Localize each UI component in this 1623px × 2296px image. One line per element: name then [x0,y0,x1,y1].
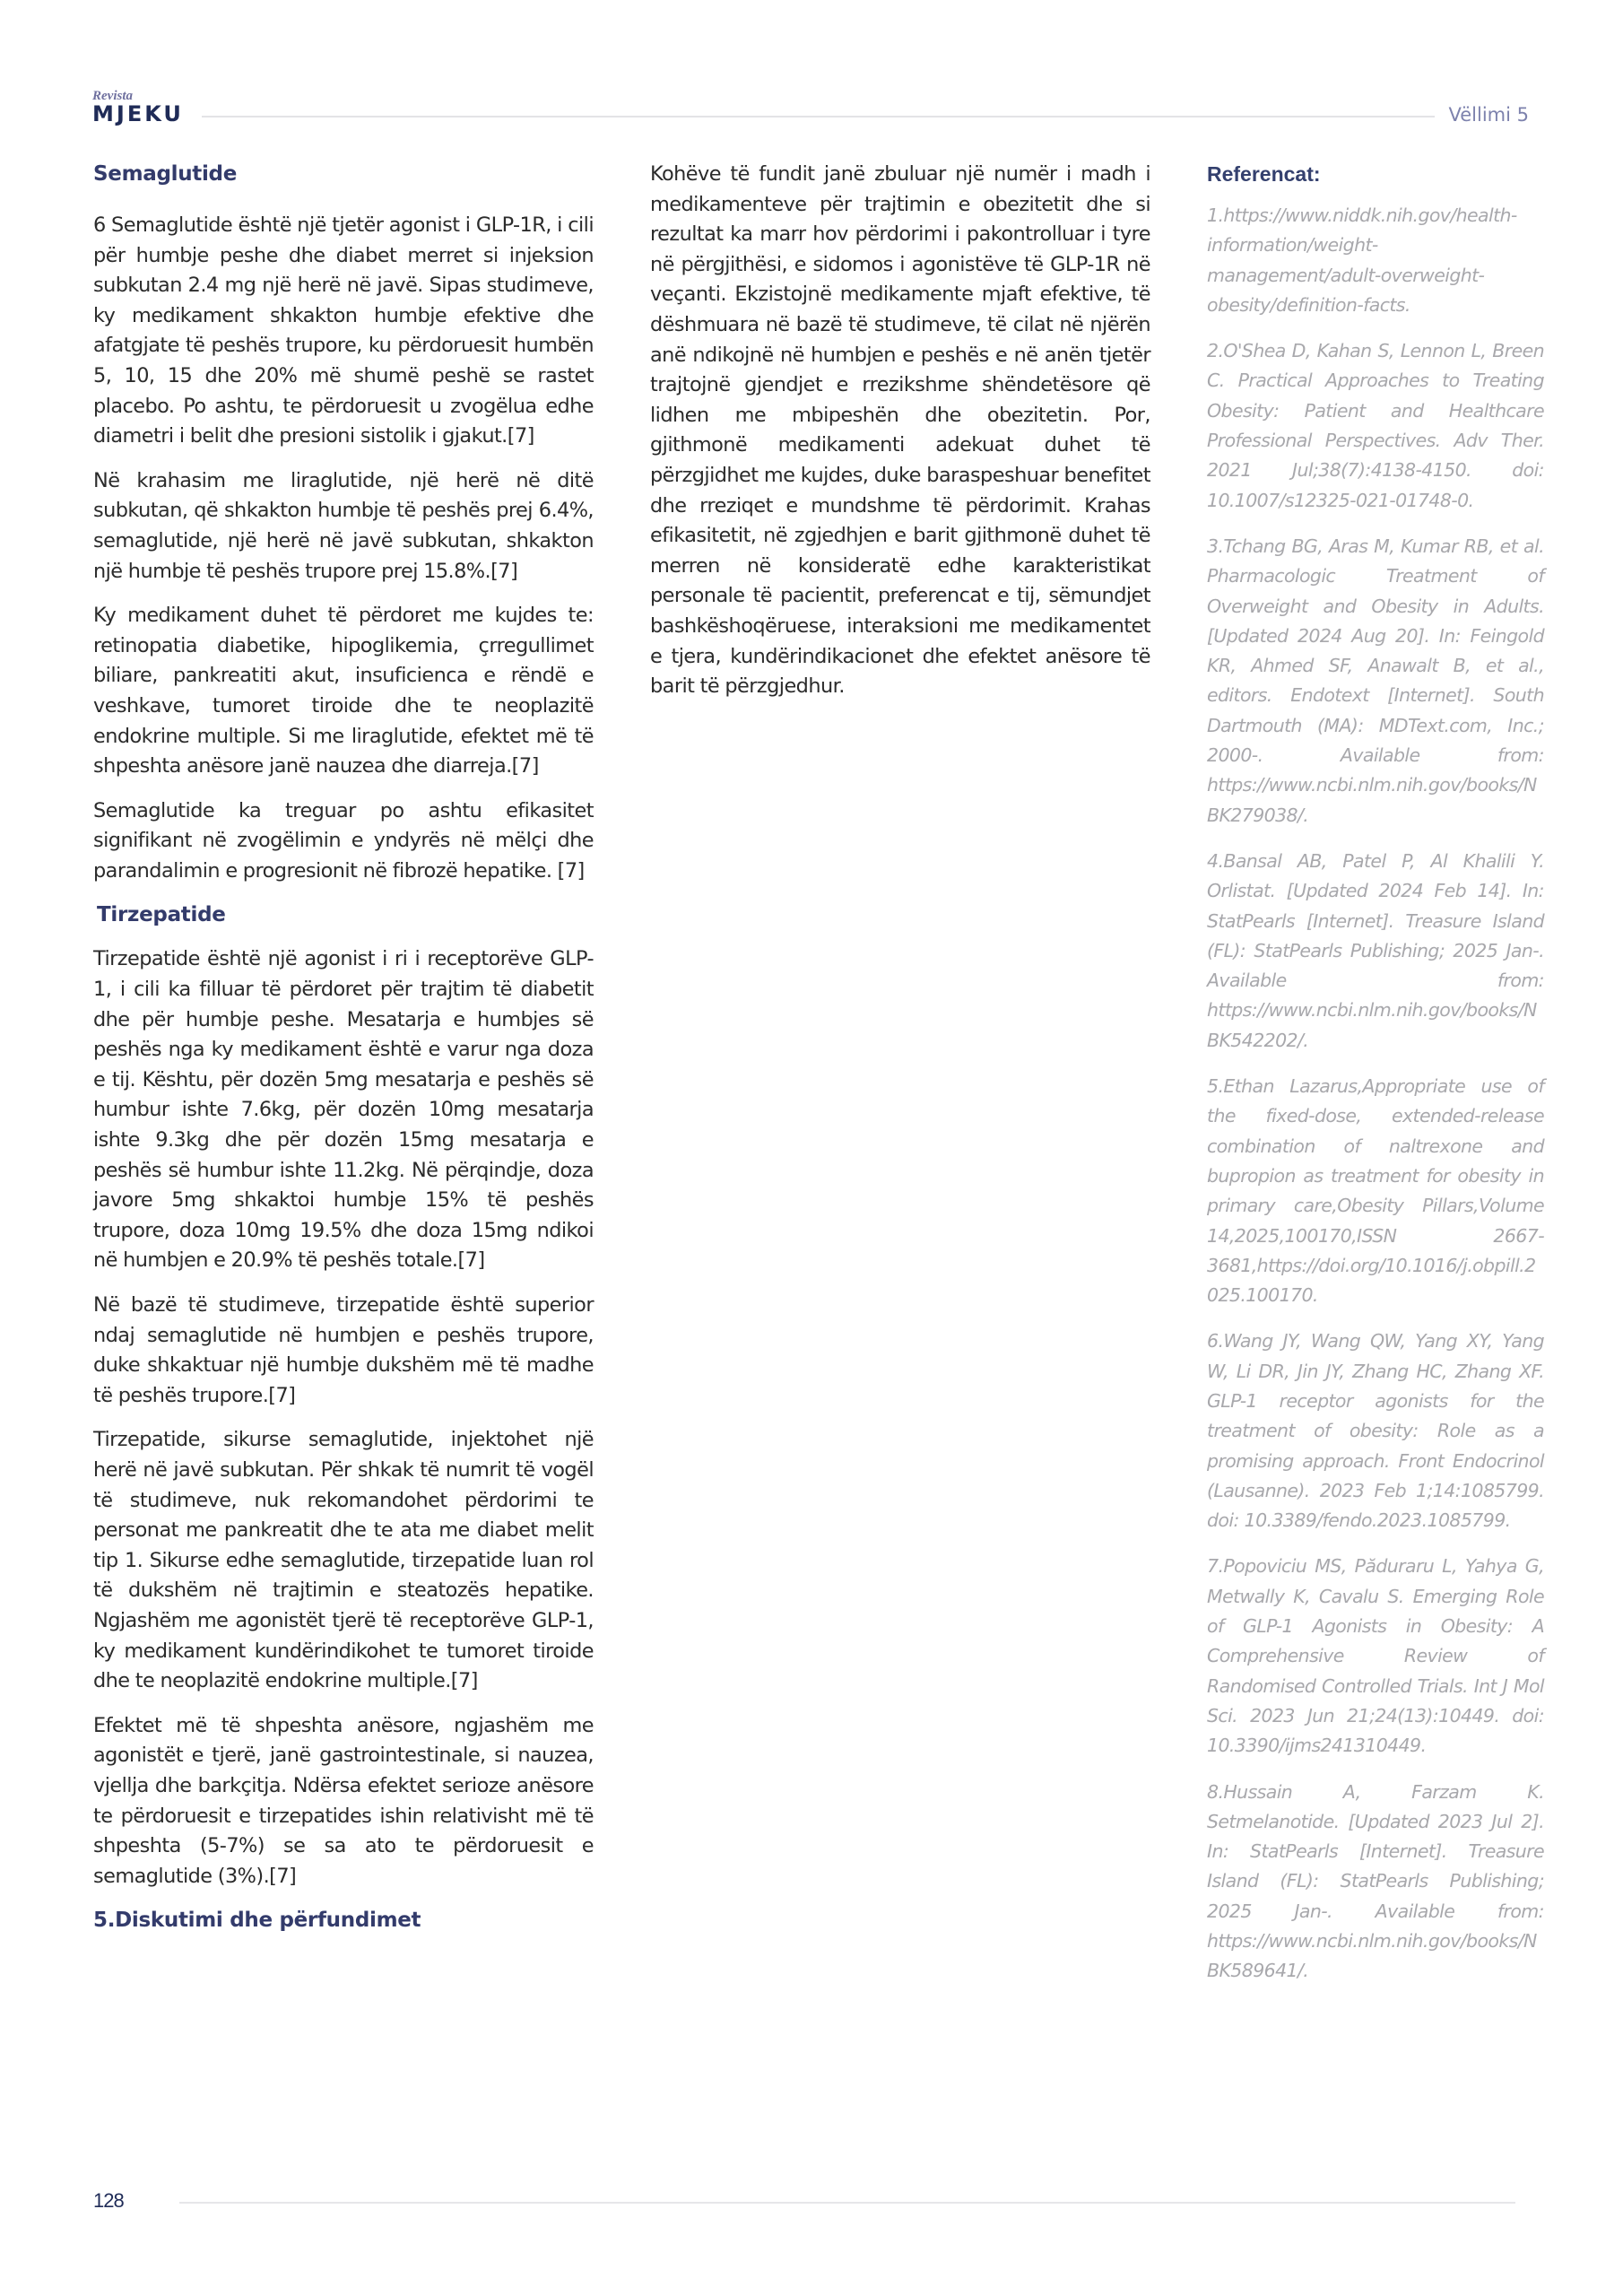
paragraph: Efektet më të shpeshta anësore, ngjashëm me agonistët e tjerë, janë gastrointestinale, si nauzea, vjellja dhe barkçitja. Ndërsa efektet serioze anësore te përdoruesit e tirzepatides ishin relativisht më të shpeshta (5-7%) se sa ato te përdoruesit e semaglutide (3%).[7] [93,1713,594,1888]
reference-item: 2.O'Shea D, Kahan S, Lennon L, Breen C. Practical Approaches to Treating Obesity: Patient and Healthcare Professional Perspectives. Adv Ther. 2021 Jul;38(7):4138-4150. doi: 10.1007/s12325-021-01748-0. [1207,340,1544,511]
reference-item: 3.Tchang BG, Aras M, Kumar RB, et al. Pharmacologic Treatment of Overweight and Obesity in Adults. [Updated 2024 Aug 20]. In: Feingold KR, Ahmed SF, Anawalt B, et al., editors. Endotext [Internet]. South Dartmouth (MA): MDText.com, Inc.; 2000-. Available from: https://www.ncbi.nlm.nih.gov/books/NBK279038/. [1207,535,1544,826]
paragraph: Tirzepatide, sikurse semaglutide, injektohet një herë në javë subkutan. Për shkak të numrit të vogël të studimeve, nuk rekomandohet përdorimi te personat me pankreatit dhe te ata me diabet melit tip 1. Sikurse edhe semaglutide, tirzepatide luan rol të dukshëm në trajtimin e steatozës hepatike. Ngjashëm me agonistët tjerë të receptorëve GLP-1, ky medikament kundërindikohet te tumoret tiroide dhe te neoplazitë endokrine multiple.[7] [93,1428,594,1693]
reference-item: 5.Ethan Lazarus,Appropriate use of the fixed-dose, extended-release combination of naltrexone and bupropion as treatment for obesity in primary care,Obesity Pillars,Volume 14,2025,100170,ISSN 2667-3681,https://doi.org/10.1016/j.obpill.2025.100170. [1207,1075,1544,1307]
reference-item: 6.Wang JY, Wang QW, Yang XY, Yang W, Li DR, Jin JY, Zhang HC, Zhang XF. GLP-1 receptor agonists for the treatment of obesity: Role as a promising approach. Front Endocrinol (Lausanne). 2023 Feb 1;14:1085799. doi: 10.3389/fendo.2023.1085799. [1207,1330,1544,1532]
heading-discussion: 5.Diskutimi dhe përfundimet [93,1909,421,1933]
paragraph: Ky medikament duhet të përdoret me kujdes te: retinopatia diabetike, hipoglikemia, çrregullimet biliare, pankreatiti akut, insuficienca e rëndë e veshkave, tumoret tiroide dhe te neoplazitë endokrine multiple. Si me liraglutide, efektet më të shpeshta anësore janë nauzea dhe diarreja.[7] [93,604,594,778]
journal-logo [92,90,184,126]
references-column [1207,160,1544,2003]
middle-column [650,160,1150,717]
footer-divider [179,2202,1515,2204]
paragraph: Në bazë të studimeve, tirzepatide është superior ndaj semaglutide në humbjen e peshës trupore, duke shkaktuar një humbje dukshëm më të madhe të peshës trupore.[7] [93,1293,594,1407]
logo-revista-text: Revista [92,89,133,103]
left-column [93,160,594,1950]
reference-item: 1.https://www.niddk.nih.gov/health-information/weight-management/adult-overweight-obesity/definition-facts. [1207,204,1517,316]
paragraph: Në krahasim me liraglutide, një herë në ditë subkutan, që shkakton humbje të peshës prej 6.4%, semaglutide, një herë në javë subkutan, shkakton një humbje të peshës trupore prej 15.8%.[7] [93,468,594,583]
page-header [0,0,1623,144]
paragraph: Tirzepatide është një agonist i ri i receptorëve GLP-1, i cili ka filluar të përdoret për trajtim të diabetit dhe për humbje peshe. Mesatarja e humbjes së peshës nga ky medikament është e varur nga doza e tij. Kështu, për dozën 5mg mesatarja e peshës së humbur ishte 7.6kg, për dozën 10mg mesatarja ishte 9.3kg dhe për dozën 15mg mesatarja e peshës së humbur ishte 11.2kg. Në përqindje, doza javore 5mg shkaktoi humbje 15% të peshës trupore, doza 10mg 19.5% dhe doza 15mg ndikoi në humbjen e 20.9% të peshës totale.[7] [93,947,594,1273]
paragraph: Kohëve të fundit janë zbuluar një numër i madh i medikamenteve për trajtimin e obezitetit dhe si rezultat ka marr hov përdorimi i pakontrolluar i tyre në përgjithësi, e sidomos i agonistëve të GLP-1R në veçanti. Ekzistojnë medikamente mjaft efektive, të dëshmuara në bazë të studimeve, të cilat në njërën anë ndikojnë në humbjen e peshës e në anën tjetër trajtojnë gjendjet e rrezikshme shëndetësore që lidhen me mbipeshën dhe obezitetin. Por, gjithmonë medikamenti adekuat duhet të përzgjidhet me kujdes, duke baraspeshuar benefitet dhe rreziqet e mundshme të përdorimit. Krahas efikasitetit, në zgjedhjen e barit gjithmonë duhet të merren në konsideratë edhe karakteristikat personale të pacientit, preferencat e tij, sëmundjet bashkëshoqëruese, interaksioni me medikamentet e tjera, kundërindikacionet dhe efektet anësore të barit të përzgjedhur. [650,162,1150,699]
heading-tirzepatide: Tirzepatide [97,903,226,927]
reference-item: 7.Popoviciu MS, Păduraru L, Yahya G, Metwally K, Cavalu S. Emerging Role of GLP-1 Agonists in Obesity: A Comprehensive Review of Randomised Controlled Trials. Int J Mol Sci. 2023 Jun 21;24(13):10449. doi: 10.3390/ijms241310449. [1207,1555,1544,1757]
references-heading: Referencat: [1207,162,1321,186]
heading-semaglutide: Semaglutide [93,162,238,186]
volume-label: Vëllimi 5 [1448,104,1529,126]
reference-item: 4.Bansal AB, Patel P, Al Khalili Y. Orlistat. [Updated 2024 Feb 14]. In: StatPearls [Internet]. Treasure Island (FL): StatPearls Publishing; 2025 Jan-. Available from: https://www.ncbi.nlm.nih.gov/books/NBK542202/. [1207,849,1544,1051]
paragraph: 6 Semaglutide është një tjetër agonist i GLP-1R, i cili për humbje peshe dhe diabet merret si injeksion subkutan 2.4 mg një herë në javë. Sipas studimeve, ky medikament shkakton humbje efektive dhe afatgjate të peshës trupore, ku përdoruesit humbën 5, 10, 15 dhe 20% më shumë peshë se rastet placebo. Po ashtu, te përdoruesit u zvogëlua edhe diametri i belit dhe presioni sistolik i gjakut.[7] [93,213,594,448]
header-divider [202,116,1435,117]
logo-mjeku-text: MJEKU [92,101,184,126]
page-number: 128 [93,2189,124,2212]
reference-item: 8.Hussain A, Farzam K. Setmelanotide. [Updated 2023 Jul 2]. In: StatPearls [Internet]. Treasure Island (FL): StatPearls Publishing; 2025 Jan-. Available from: https://www.ncbi.nlm.nih.gov/books/NBK589641/. [1207,1780,1544,1982]
paragraph: Semaglutide ka treguar po ashtu efikasitet signifikant në zvogëlimin e yndyrës në mëlçi dhe parandalimin e progresionit në fibrozë hepatike. [7] [93,798,594,883]
